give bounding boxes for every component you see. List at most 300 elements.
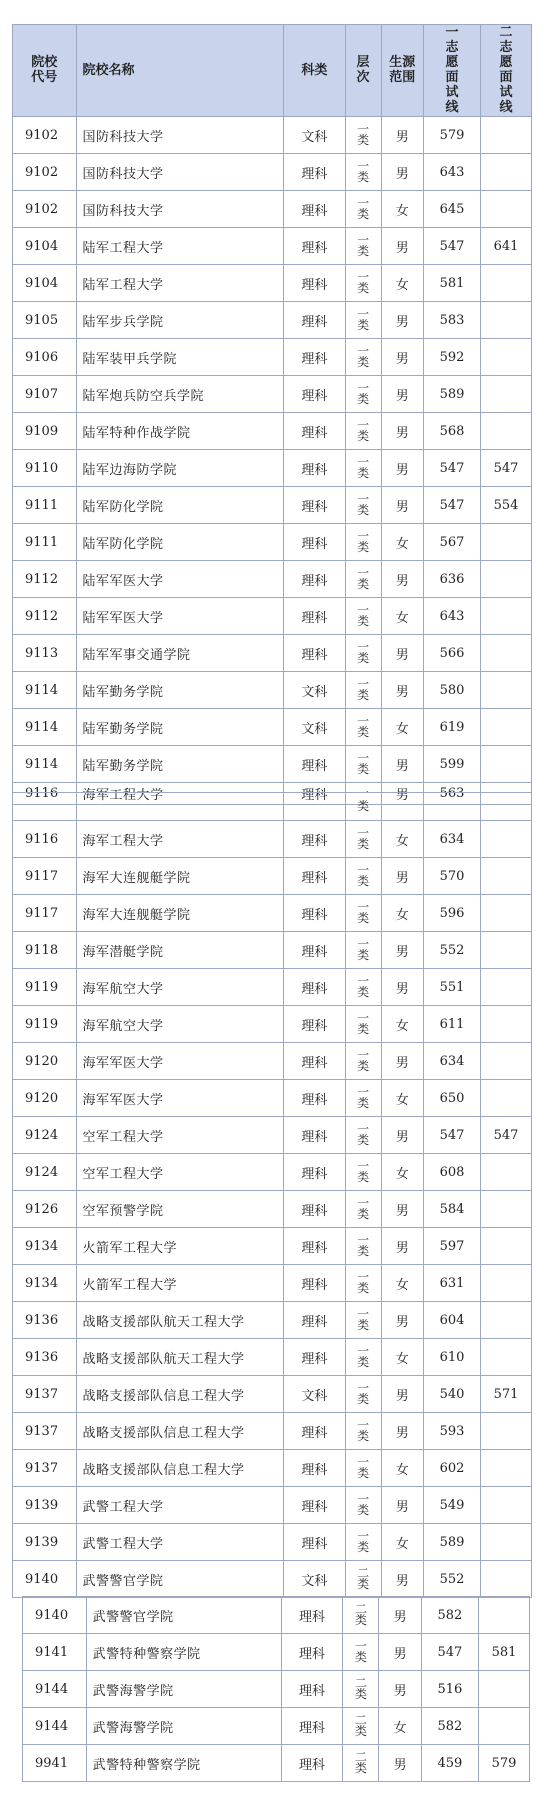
school-name-cell: 海军军医大学 <box>76 1043 284 1080</box>
score-table-part-2 <box>12 792 532 1598</box>
level-cell <box>345 635 381 672</box>
school-name-cell: 战略支援部队航天工程大学 <box>76 1339 284 1376</box>
level-cell <box>345 1302 381 1339</box>
second-choice-score-cell <box>481 1228 532 1265</box>
level-cell <box>343 1671 379 1708</box>
table-row <box>13 487 532 524</box>
subject-cell: 理科 <box>281 1597 343 1634</box>
gender-cell: 男 <box>381 1043 423 1080</box>
gender-cell: 女 <box>381 265 423 302</box>
subject-cell: 理科 <box>284 1265 345 1302</box>
school-code-cell: 9116 <box>13 821 77 858</box>
school-code-cell: 9140 <box>13 1561 77 1598</box>
school-code-cell: 9137 <box>13 1376 77 1413</box>
school-code-cell: 9139 <box>13 1524 77 1561</box>
level-text: 一类 <box>357 1085 370 1110</box>
first-choice-score-cell: 597 <box>423 1228 480 1265</box>
level-text: 二类 <box>354 1750 367 1775</box>
first-choice-score-cell: 552 <box>423 1561 480 1598</box>
subject-cell: 理科 <box>284 154 345 191</box>
school-name-cell: 陆军特种作战学院 <box>76 413 284 450</box>
subject-cell: 理科 <box>284 339 345 376</box>
subject-cell: 理科 <box>281 1708 343 1745</box>
header-first-choice: 一志愿面试线 <box>423 25 480 117</box>
subject-cell: 理科 <box>284 450 345 487</box>
level-cell <box>345 524 381 561</box>
gender-cell: 女 <box>381 1080 423 1117</box>
second-choice-score-cell <box>481 895 532 932</box>
level-cell <box>345 376 381 413</box>
level-text: 一类 <box>357 1307 370 1332</box>
table-row <box>13 1265 532 1302</box>
level-cell <box>345 561 381 598</box>
table-row <box>13 793 532 821</box>
second-choice-score-cell <box>481 1191 532 1228</box>
second-choice-score-cell <box>481 154 532 191</box>
subject-cell: 理科 <box>284 783 345 805</box>
table-row <box>13 1450 532 1487</box>
level-text: 一类 <box>357 900 370 925</box>
gender-cell: 男 <box>379 1597 421 1634</box>
gender-cell: 男 <box>381 413 423 450</box>
level-cell <box>345 932 381 969</box>
table-row <box>13 154 532 191</box>
table-row <box>13 672 532 709</box>
school-code-cell: 9126 <box>13 1191 77 1228</box>
subject-cell <box>284 793 345 821</box>
subject-cell: 理科 <box>284 413 345 450</box>
gender-cell: 女 <box>381 1265 423 1302</box>
level-text: 一类 <box>357 344 370 369</box>
second-choice-score-cell <box>481 932 532 969</box>
level-cell <box>345 413 381 450</box>
level-text: 一类 <box>357 1381 370 1406</box>
level-text: 一类 <box>357 826 370 851</box>
subject-cell: 理科 <box>284 598 345 635</box>
gender-cell: 男 <box>381 302 423 339</box>
school-name-cell: 战略支援部队航天工程大学 <box>76 1302 284 1339</box>
first-choice-score-cell: 643 <box>423 598 480 635</box>
school-code-cell: 9116 <box>13 783 77 805</box>
subject-cell: 理科 <box>284 302 345 339</box>
table-row <box>13 1376 532 1413</box>
level-cell <box>345 265 381 302</box>
level-cell <box>345 487 381 524</box>
second-choice-score-cell <box>481 561 532 598</box>
school-code-cell: 9109 <box>13 413 77 450</box>
second-choice-score-cell <box>481 339 532 376</box>
level-text: 一类 <box>357 1122 370 1147</box>
school-code-cell: 9114 <box>13 746 77 783</box>
first-choice-score-cell: 581 <box>423 265 480 302</box>
level-cell <box>345 450 381 487</box>
table-row <box>13 1228 532 1265</box>
second-choice-score-cell <box>481 672 532 709</box>
school-name-cell: 陆军工程大学 <box>76 228 284 265</box>
level-cell <box>345 793 381 821</box>
second-choice-score-cell: 581 <box>479 1634 530 1671</box>
table-row <box>13 1487 532 1524</box>
gender-cell: 女 <box>381 821 423 858</box>
level-text: 一类 <box>354 1639 367 1664</box>
second-choice-score-cell <box>481 265 532 302</box>
school-code-cell: 9106 <box>13 339 77 376</box>
gender-cell: 男 <box>381 376 423 413</box>
level-cell <box>343 1597 379 1634</box>
first-choice-score-cell: 634 <box>423 821 480 858</box>
first-choice-score-cell: 592 <box>423 339 480 376</box>
school-name-cell: 陆军勤务学院 <box>76 672 284 709</box>
first-choice-score-cell: 610 <box>423 1339 480 1376</box>
gender-cell: 女 <box>381 1006 423 1043</box>
table-row <box>13 969 532 1006</box>
gender-cell: 女 <box>381 895 423 932</box>
school-name-cell: 海军航空大学 <box>76 969 284 1006</box>
second-choice-score-cell: 547 <box>481 450 532 487</box>
school-code-cell: 9144 <box>23 1708 87 1745</box>
level-text: 一类 <box>357 714 370 739</box>
second-choice-score-cell <box>479 1708 530 1745</box>
level-text: 一 <box>357 786 370 800</box>
second-choice-score-cell <box>481 598 532 635</box>
second-choice-score-cell <box>481 1450 532 1487</box>
level-text: 一类 <box>357 122 370 147</box>
school-name-cell: 海军军医大学 <box>76 1080 284 1117</box>
school-name-cell: 空军工程大学 <box>76 1117 284 1154</box>
level-cell <box>345 1228 381 1265</box>
table-row <box>13 376 532 413</box>
subject-cell: 理科 <box>284 228 345 265</box>
level-text: 二类 <box>354 1602 367 1627</box>
gender-cell: 男 <box>381 1302 423 1339</box>
school-code-cell: 9113 <box>13 635 77 672</box>
level-text: 一类 <box>357 1196 370 1221</box>
level-text: 一类 <box>357 1492 370 1517</box>
second-choice-score-cell <box>481 1265 532 1302</box>
school-name-cell: 武警特种警察学院 <box>86 1745 281 1782</box>
school-name-cell: 武警工程大学 <box>76 1487 284 1524</box>
subject-cell: 理科 <box>284 1043 345 1080</box>
second-choice-score-cell <box>481 1006 532 1043</box>
school-name-cell: 武警海警学院 <box>86 1708 281 1745</box>
second-choice-score-cell <box>481 524 532 561</box>
school-code-cell: 9104 <box>13 228 77 265</box>
first-choice-score-cell: 593 <box>423 1413 480 1450</box>
level-text: 一类 <box>357 677 370 702</box>
gender-cell: 男 <box>381 1413 423 1450</box>
first-choice-score-cell: 551 <box>423 969 480 1006</box>
table-row <box>13 932 532 969</box>
header-scope: 生源范围 <box>381 25 423 117</box>
table-row <box>13 561 532 598</box>
school-code-cell: 9124 <box>13 1117 77 1154</box>
gender-cell: 女 <box>381 191 423 228</box>
first-choice-score-cell: 583 <box>423 302 480 339</box>
level-text: 一类 <box>357 1011 370 1036</box>
school-name-cell: 海军工程大学 <box>76 821 284 858</box>
level-cell <box>345 969 381 1006</box>
level-text: 一类 <box>357 1270 370 1295</box>
second-choice-score-cell <box>481 969 532 1006</box>
second-choice-score-cell <box>481 821 532 858</box>
level-cell <box>345 154 381 191</box>
level-cell <box>345 302 381 339</box>
subject-cell: 理科 <box>284 191 345 228</box>
first-choice-score-cell: 584 <box>423 1191 480 1228</box>
subject-cell: 理科 <box>284 858 345 895</box>
school-name-cell: 武警海警学院 <box>86 1671 281 1708</box>
level-cell <box>345 821 381 858</box>
level-cell <box>345 1265 381 1302</box>
level-cell <box>345 598 381 635</box>
table-row <box>13 821 532 858</box>
school-name-cell: 空军工程大学 <box>76 1154 284 1191</box>
gender-cell: 男 <box>381 635 423 672</box>
subject-cell: 理科 <box>284 932 345 969</box>
subject-cell: 文科 <box>284 672 345 709</box>
school-code-cell: 9119 <box>13 1006 77 1043</box>
school-name-cell: 陆军装甲兵学院 <box>76 339 284 376</box>
level-text: 一类 <box>357 455 370 480</box>
school-code-cell: 9117 <box>13 895 77 932</box>
school-name-cell: 陆军防化学院 <box>76 487 284 524</box>
second-choice-score-cell <box>481 709 532 746</box>
first-choice-score-cell: 568 <box>423 413 480 450</box>
score-table-part-3 <box>22 1596 530 1782</box>
school-name-cell: 陆军步兵学院 <box>76 302 284 339</box>
school-code-cell: 9141 <box>23 1634 87 1671</box>
subject-cell: 文科 <box>284 709 345 746</box>
first-choice-score-cell: 570 <box>423 858 480 895</box>
table-row <box>13 450 532 487</box>
subject-cell: 理科 <box>284 1302 345 1339</box>
second-choice-score-cell: 547 <box>481 1117 532 1154</box>
subject-cell: 理科 <box>284 1524 345 1561</box>
school-code-cell: 9119 <box>13 969 77 1006</box>
table-row <box>13 746 532 783</box>
level-cell <box>345 1339 381 1376</box>
first-choice-score-cell: 582 <box>421 1597 478 1634</box>
school-name-cell: 国防科技大学 <box>76 154 284 191</box>
table-row <box>13 1302 532 1339</box>
school-code-cell <box>13 793 77 821</box>
school-code-cell: 9136 <box>13 1339 77 1376</box>
gender-cell: 男 <box>381 783 423 805</box>
header-level: 层次 <box>345 25 381 117</box>
first-choice-score-cell: 563 <box>423 783 480 805</box>
first-choice-score-cell <box>423 793 480 821</box>
level-text: 一类 <box>357 233 370 258</box>
level-cell <box>345 672 381 709</box>
first-choice-score-cell: 459 <box>421 1745 478 1782</box>
subject-cell: 文科 <box>284 117 345 154</box>
gender-cell: 女 <box>381 524 423 561</box>
gender-cell: 男 <box>381 1487 423 1524</box>
gender-cell <box>381 793 423 821</box>
level-text: 一类 <box>357 196 370 221</box>
second-choice-score-cell <box>479 1671 530 1708</box>
level-cell <box>345 1524 381 1561</box>
gender-cell: 男 <box>381 969 423 1006</box>
second-choice-score-cell <box>479 1597 530 1634</box>
subject-cell: 理科 <box>284 561 345 598</box>
level-cell <box>345 1413 381 1450</box>
gender-cell: 男 <box>381 450 423 487</box>
table-row <box>23 1708 530 1745</box>
subject-cell: 理科 <box>284 1080 345 1117</box>
school-code-cell: 9102 <box>13 191 77 228</box>
school-code-cell: 9139 <box>13 1487 77 1524</box>
first-choice-score-cell: 643 <box>423 154 480 191</box>
level-text: 一类 <box>357 863 370 888</box>
level-cell <box>345 1487 381 1524</box>
header-name: 院校名称 <box>76 25 284 117</box>
subject-cell: 理科 <box>284 635 345 672</box>
first-choice-score-cell: 636 <box>423 561 480 598</box>
gender-cell: 男 <box>379 1745 421 1782</box>
school-name-cell: 战略支援部队信息工程大学 <box>76 1450 284 1487</box>
level-text: 一类 <box>357 529 370 554</box>
school-code-cell: 9117 <box>13 858 77 895</box>
second-choice-score-cell: 571 <box>481 1376 532 1413</box>
gender-cell: 男 <box>381 487 423 524</box>
school-code-cell: 9140 <box>23 1597 87 1634</box>
subject-cell: 理科 <box>284 1006 345 1043</box>
table-row <box>23 1634 530 1671</box>
gender-cell: 男 <box>381 1117 423 1154</box>
school-code-cell: 9137 <box>13 1450 77 1487</box>
first-choice-score-cell: 567 <box>423 524 480 561</box>
second-choice-score-cell <box>481 413 532 450</box>
first-choice-score-cell: 547 <box>423 487 480 524</box>
table-row <box>13 1339 532 1376</box>
second-choice-score-cell: 641 <box>481 228 532 265</box>
header-second-choice: 二志愿面试线 <box>481 25 532 117</box>
school-name-cell: 战略支援部队信息工程大学 <box>76 1413 284 1450</box>
level-text: 二类 <box>354 1713 367 1738</box>
table-row <box>13 265 532 302</box>
first-choice-score-cell: 608 <box>423 1154 480 1191</box>
level-text: 一类 <box>357 492 370 517</box>
second-choice-score-cell: 554 <box>481 487 532 524</box>
level-cell <box>343 1708 379 1745</box>
first-choice-score-cell: 619 <box>423 709 480 746</box>
school-name-cell: 陆军边海防学院 <box>76 450 284 487</box>
school-name-cell: 武警特种警察学院 <box>86 1634 281 1671</box>
first-choice-score-cell: 580 <box>423 672 480 709</box>
table-row <box>13 339 532 376</box>
table-row <box>13 1561 532 1598</box>
second-choice-score-cell <box>481 1487 532 1524</box>
school-name-cell: 海军航空大学 <box>76 1006 284 1043</box>
level-text: 一类 <box>357 1418 370 1443</box>
school-name-cell: 武警警官学院 <box>76 1561 284 1598</box>
first-choice-score-cell: 582 <box>421 1708 478 1745</box>
school-code-cell: 9114 <box>13 672 77 709</box>
school-code-cell: 9120 <box>13 1080 77 1117</box>
second-choice-score-cell: 579 <box>479 1745 530 1782</box>
second-choice-score-cell <box>481 117 532 154</box>
level-cell <box>345 228 381 265</box>
second-choice-score-cell <box>481 793 532 821</box>
table-row <box>13 1006 532 1043</box>
table-row <box>13 117 532 154</box>
school-name-cell: 陆军军事交通学院 <box>76 635 284 672</box>
level-cell <box>345 1376 381 1413</box>
first-choice-score-cell: 516 <box>421 1671 478 1708</box>
second-choice-score-cell <box>481 1302 532 1339</box>
first-choice-score-cell: 650 <box>423 1080 480 1117</box>
table-row <box>13 598 532 635</box>
subject-cell: 理科 <box>284 746 345 783</box>
level-cell <box>345 1080 381 1117</box>
level-text: 一类 <box>357 640 370 665</box>
level-text: 一类 <box>357 381 370 406</box>
gender-cell: 女 <box>381 1450 423 1487</box>
table-row <box>13 635 532 672</box>
level-cell <box>345 1043 381 1080</box>
school-name-cell: 陆军军医大学 <box>76 598 284 635</box>
school-name-cell: 空军预警学院 <box>76 1191 284 1228</box>
school-name-cell: 海军大连舰艇学院 <box>76 858 284 895</box>
first-choice-score-cell: 540 <box>423 1376 480 1413</box>
school-name-cell: 海军工程大学 <box>76 783 284 805</box>
gender-cell: 女 <box>381 1339 423 1376</box>
subject-cell: 文科 <box>284 1376 345 1413</box>
school-name-cell: 战略支援部队信息工程大学 <box>76 1376 284 1413</box>
first-choice-score-cell: 552 <box>423 932 480 969</box>
gender-cell: 男 <box>381 1376 423 1413</box>
school-code-cell: 9102 <box>13 154 77 191</box>
gender-cell: 女 <box>381 709 423 746</box>
table-row <box>13 1413 532 1450</box>
school-name-cell: 陆军勤务学院 <box>76 746 284 783</box>
first-choice-score-cell: 645 <box>423 191 480 228</box>
subject-cell: 理科 <box>284 1117 345 1154</box>
school-code-cell: 9137 <box>13 1413 77 1450</box>
level-cell <box>345 709 381 746</box>
first-choice-score-cell: 547 <box>423 1117 480 1154</box>
second-choice-score-cell <box>481 1080 532 1117</box>
subject-cell: 理科 <box>284 821 345 858</box>
table-row <box>13 709 532 746</box>
gender-cell: 男 <box>379 1671 421 1708</box>
first-choice-score-cell: 634 <box>423 1043 480 1080</box>
school-code-cell: 9136 <box>13 1302 77 1339</box>
subject-cell: 理科 <box>284 969 345 1006</box>
table-row <box>13 191 532 228</box>
subject-cell: 理科 <box>284 265 345 302</box>
level-text: 一类 <box>357 603 370 628</box>
school-name-cell: 陆军勤务学院 <box>76 709 284 746</box>
school-name-cell: 陆军军医大学 <box>76 561 284 598</box>
table-row <box>13 895 532 932</box>
school-code-cell: 9105 <box>13 302 77 339</box>
school-code-cell: 9124 <box>13 1154 77 1191</box>
gender-cell: 女 <box>381 1524 423 1561</box>
first-choice-score-cell: 599 <box>423 746 480 783</box>
level-text: 一类 <box>357 751 370 776</box>
gender-cell: 男 <box>381 1228 423 1265</box>
first-choice-score-cell: 547 <box>421 1634 478 1671</box>
level-text: 一类 <box>357 1159 370 1184</box>
gender-cell: 男 <box>381 154 423 191</box>
gender-cell: 男 <box>381 746 423 783</box>
level-cell <box>345 1191 381 1228</box>
table-row <box>13 524 532 561</box>
school-name-cell <box>76 793 284 821</box>
school-name-cell: 火箭军工程大学 <box>76 1228 284 1265</box>
